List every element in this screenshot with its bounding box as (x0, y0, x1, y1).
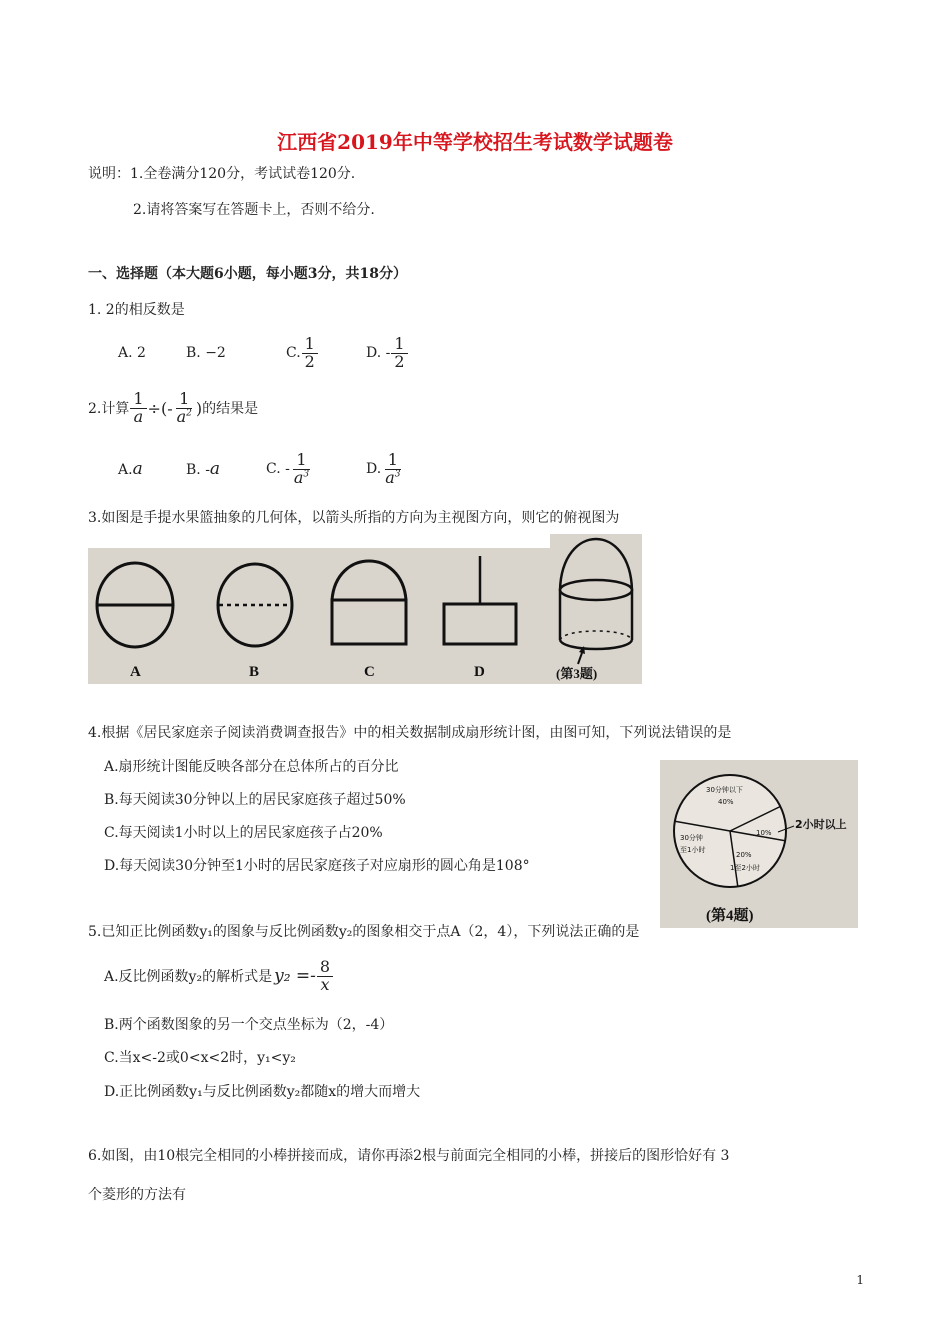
q2-option-c-label: C. - (266, 461, 290, 477)
q4-option-a: A.扇形统计图能反映各部分在总体所占的百分比 (104, 759, 399, 775)
q5-option-a (104, 953, 334, 999)
fraction-denominator: 2 (304, 351, 315, 371)
fraction-numerator: 8 (317, 959, 333, 977)
option-c-label: C (364, 664, 375, 680)
fraction-denominator: a (133, 406, 144, 426)
pie-label-30to60-2: 至1小时 (680, 846, 706, 854)
q3-options-figure (88, 548, 550, 684)
notes-line-1: 说明：1.全卷满分120分，考试试卷120分. (88, 166, 356, 182)
fraction-denominator: 2 (394, 351, 405, 371)
pie-value-over2: 10% (756, 829, 772, 837)
q2-option-d (366, 449, 404, 487)
q5-option-d: D.正比例函数y₁与反比例函数y₂都随x的增大而增大 (104, 1084, 421, 1100)
q5-stem: 5.已知正比例函数y₁的图象与反比例函数y₂的图象相交于点A（2，4），下列说法正确的是 (88, 924, 640, 940)
option-c-arch (332, 561, 406, 600)
q1-stem: 1. 2的相反数是 (88, 302, 185, 318)
q1-option-b: B. −2 (186, 345, 226, 361)
option-d-label: D (474, 664, 485, 680)
pie-value-1to2: 20% (736, 851, 752, 859)
q2-operator: ÷(- (147, 398, 173, 418)
section-heading: 一、选择题（本大题6小题，每小题3分，共18分） (88, 266, 407, 282)
fraction-numerator: 1 (293, 452, 309, 470)
option-d-rect (444, 604, 516, 644)
fraction-numerator: 1 (302, 336, 318, 354)
fraction-denominator: a (293, 467, 304, 487)
q2-option-d-label: D. (366, 461, 382, 477)
option-b-label: B (249, 664, 260, 680)
q1-option-c-fraction (302, 333, 318, 371)
q4-option-c: C.每天阅读1小时以上的居民家庭孩子占20% (104, 825, 383, 841)
q2-option-b-value: a (209, 459, 221, 479)
q5-option-b: B.两个函数图象的另一个交点坐标为（2，-4） (104, 1017, 394, 1033)
pie-caption: (第4题) (706, 908, 754, 924)
q2-close-paren: ) (195, 398, 203, 418)
q2-option-a (118, 459, 186, 479)
q1-option-a: A. 2 (118, 345, 146, 361)
q2-option-b (186, 459, 266, 479)
q4-pie-figure (660, 760, 858, 928)
q3-options-svg (88, 548, 550, 684)
basket-bottom-hidden (560, 631, 632, 640)
fraction-numerator: 1 (385, 452, 401, 470)
q2-stem (88, 385, 258, 431)
q5-option-a-fraction (317, 956, 333, 994)
fraction-denominator: x (320, 974, 330, 994)
fraction-numerator: 1 (176, 391, 192, 409)
pie-label-under30: 30分钟以下 (706, 786, 743, 794)
q5-option-a-text: A.反比例函数y₂的解析式是 (104, 969, 273, 985)
q2-option-b-label: B. - (186, 462, 210, 478)
q6-line-1: 6.如图，由10根完全相同的小棒拼接而成，请你再添2根与前面完全相同的小棒，拼接后的图形恰好有 3 (88, 1148, 730, 1164)
q3-basket-figure (550, 534, 642, 684)
q2-options (118, 445, 404, 493)
q6-line-2: 个菱形的方法有 (88, 1187, 186, 1203)
q5-option-a-lhs: y₂ =- (274, 966, 316, 986)
option-c-rect (332, 600, 406, 644)
q4-stem: 4.根据《居民家庭亲子阅读消费调查报告》中的相关数据制成扇形统计图，由图可知，下列说法错误的是 (88, 725, 732, 741)
q1-options (118, 331, 409, 375)
q2-fraction-1 (130, 388, 146, 426)
q3-basket-svg (550, 534, 642, 684)
fraction-numerator: 1 (130, 391, 146, 409)
pie-label-30to60-1: 30分钟 (680, 834, 703, 842)
notes-line-2: 2.请将答案写在答题卡上，否则不给分. (133, 202, 375, 218)
q4-option-d: D.每天阅读30分钟至1小时的居民家庭孩子对应扇形的圆心角是108° (104, 858, 530, 874)
q2-prefix: 2.计算 (88, 401, 130, 417)
q1-option-d-label: D. - (366, 345, 391, 361)
q2-option-a-value: a (132, 459, 143, 479)
exponent: 3 (394, 469, 401, 480)
basket-top-ellipse (560, 580, 632, 600)
fig3-caption: (第3题) (556, 666, 598, 681)
q1-option-c (286, 333, 366, 371)
fraction-denominator: a (176, 406, 187, 426)
fraction-denominator: a (385, 467, 395, 487)
basket-bottom-front (560, 640, 632, 649)
exam-title: 江西省2019年中等学校招生考试数学试题卷 (277, 130, 673, 154)
q2-option-c-fraction (291, 449, 312, 487)
pie-callout-label: 2小时以上 (795, 818, 847, 831)
option-a-label: A (130, 664, 141, 680)
pie-chart (660, 760, 858, 928)
q2-option-d-fraction (382, 449, 403, 487)
page-number: 1 (856, 1273, 864, 1287)
q1-option-d (366, 333, 409, 371)
pie-value-under30: 40% (718, 798, 734, 806)
fraction-numerator: 1 (391, 336, 407, 354)
q2-fraction-2 (174, 388, 195, 426)
exponent: 2 (186, 408, 192, 419)
pie-label-1to2: 1至2小时 (730, 864, 760, 872)
q2-option-c (266, 449, 366, 487)
exponent: 3 (303, 469, 310, 480)
q5-option-c: C.当x<-2或0<x<2时，y₁<y₂ (104, 1050, 296, 1066)
q2-option-a-label: A. (118, 462, 133, 478)
q1-option-d-fraction (391, 333, 407, 371)
q2-suffix: 的结果是 (202, 401, 259, 417)
q3-stem: 3.如图是手提水果篮抽象的几何体，以箭头所指的方向为主视图方向，则它的俯视图为 (88, 510, 620, 526)
q1-option-c-label: C. (286, 345, 301, 361)
q4-option-b: B.每天阅读30分钟以上的居民家庭孩子超过50% (104, 792, 406, 808)
